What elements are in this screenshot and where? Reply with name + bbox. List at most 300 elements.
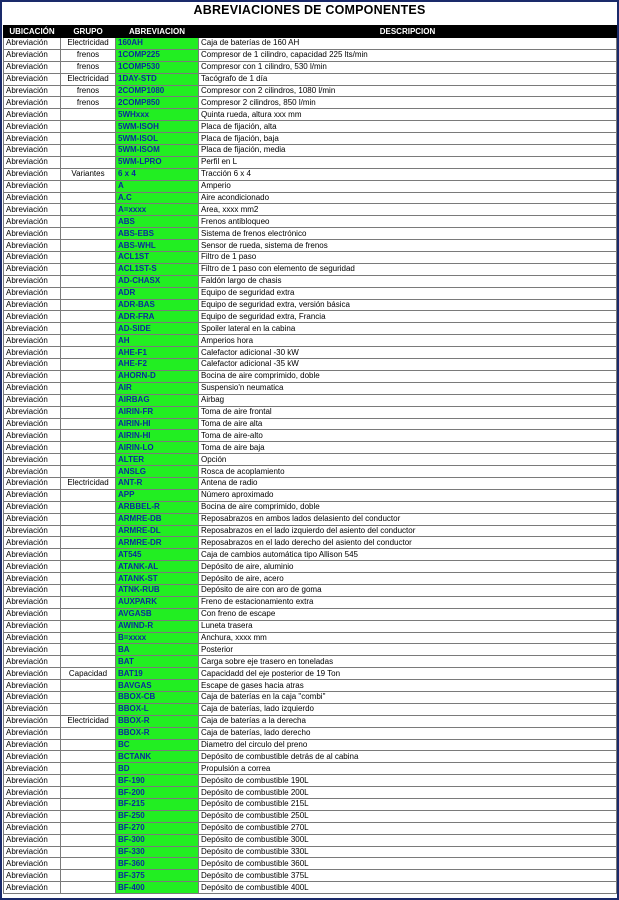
cell-grupo <box>61 632 116 644</box>
cell-ubicacion: Abreviación <box>4 691 61 703</box>
table-row <box>4 228 617 240</box>
cell-abreviacion: 5WM-ISOH <box>116 121 199 133</box>
cell-abreviacion: AD-CHASX <box>116 275 199 287</box>
cell-grupo <box>61 335 116 347</box>
cell-ubicacion: Abreviación <box>4 703 61 715</box>
cell-descripcion: Reposabrazos en ambos lados delasiento del conductor <box>199 513 617 525</box>
table-row <box>4 133 617 145</box>
cell-abreviacion: AIRIN-HI <box>116 430 199 442</box>
cell-grupo <box>61 418 116 430</box>
cell-abreviacion: BF-330 <box>116 846 199 858</box>
cell-grupo <box>61 799 116 811</box>
cell-descripcion: Depósito de combustible 330L <box>199 846 617 858</box>
cell-ubicacion: Abreviación <box>4 299 61 311</box>
cell-abreviacion: BA <box>116 644 199 656</box>
cell-descripcion: Sistema de frenos electrónico <box>199 228 617 240</box>
table-row <box>4 810 617 822</box>
table-header <box>4 26 617 38</box>
cell-abreviacion: 5WHxxx <box>116 109 199 121</box>
cell-descripcion: Depósito de combustible 400L <box>199 882 617 894</box>
cell-grupo <box>61 204 116 216</box>
cell-ubicacion: Abreviación <box>4 418 61 430</box>
cell-grupo <box>61 240 116 252</box>
table-row <box>4 121 617 133</box>
table-row <box>4 477 617 489</box>
cell-abreviacion: 160AH <box>116 38 199 50</box>
cell-descripcion: Diametro del circulo del preno <box>199 739 617 751</box>
cell-descripcion: Compresor con 1 cilindro, 530 l/min <box>199 61 617 73</box>
table-row <box>4 596 617 608</box>
cell-abreviacion: ATANK-ST <box>116 573 199 585</box>
cell-descripcion: Quinta rueda, altura xxx mm <box>199 109 617 121</box>
cell-abreviacion: AHE-F2 <box>116 359 199 371</box>
cell-grupo <box>61 656 116 668</box>
table-row <box>4 834 617 846</box>
cell-grupo <box>61 133 116 145</box>
cell-ubicacion: Abreviación <box>4 882 61 894</box>
cell-descripcion: Caja de baterías, lado izquierdo <box>199 703 617 715</box>
cell-abreviacion: 2COMP850 <box>116 97 199 109</box>
table-row <box>4 537 617 549</box>
cell-abreviacion: ARMRE-DR <box>116 537 199 549</box>
cell-descripcion: Propulsión a correa <box>199 763 617 775</box>
cell-grupo <box>61 156 116 168</box>
table-row <box>4 680 617 692</box>
cell-ubicacion: Abreviación <box>4 596 61 608</box>
table-row <box>4 549 617 561</box>
cell-ubicacion: Abreviación <box>4 109 61 121</box>
table-row <box>4 632 617 644</box>
cell-grupo: frenos <box>61 97 116 109</box>
cell-grupo <box>61 442 116 454</box>
cell-grupo <box>61 834 116 846</box>
table-row <box>4 49 617 61</box>
cell-ubicacion: Abreviación <box>4 751 61 763</box>
cell-descripcion: Toma de aire frontal <box>199 406 617 418</box>
cell-abreviacion: B=xxxx <box>116 632 199 644</box>
cell-grupo <box>61 275 116 287</box>
cell-abreviacion: BBOX-L <box>116 703 199 715</box>
cell-ubicacion: Abreviación <box>4 275 61 287</box>
table-row <box>4 406 617 418</box>
cell-abreviacion: BD <box>116 763 199 775</box>
cell-ubicacion: Abreviación <box>4 763 61 775</box>
cell-ubicacion: Abreviación <box>4 584 61 596</box>
cell-ubicacion: Abreviación <box>4 228 61 240</box>
cell-grupo: Electricidad <box>61 715 116 727</box>
table-row <box>4 489 617 501</box>
cell-abreviacion: BF-250 <box>116 810 199 822</box>
cell-grupo <box>61 263 116 275</box>
table-row <box>4 561 617 573</box>
cell-grupo: Capacidad <box>61 668 116 680</box>
cell-abreviacion: APP <box>116 489 199 501</box>
cell-descripcion: Caja de baterías en la caja "combi" <box>199 691 617 703</box>
cell-grupo <box>61 775 116 787</box>
cell-grupo <box>61 882 116 894</box>
cell-descripcion: Equipo de seguridad extra, versión básica <box>199 299 617 311</box>
table-row <box>4 323 617 335</box>
cell-grupo <box>61 192 116 204</box>
table-row <box>4 311 617 323</box>
cell-abreviacion: 1DAY-STD <box>116 73 199 85</box>
table-row <box>4 870 617 882</box>
cell-abreviacion: ABS-WHL <box>116 240 199 252</box>
cell-descripcion: Placa de fijación, baja <box>199 133 617 145</box>
cell-grupo <box>61 299 116 311</box>
cell-grupo <box>61 691 116 703</box>
cell-ubicacion: Abreviación <box>4 561 61 573</box>
table-row <box>4 751 617 763</box>
cell-ubicacion: Abreviación <box>4 525 61 537</box>
cell-ubicacion: Abreviación <box>4 632 61 644</box>
cell-abreviacion: ARMRE-DL <box>116 525 199 537</box>
cell-abreviacion: 1COMP530 <box>116 61 199 73</box>
cell-abreviacion: 2COMP1080 <box>116 85 199 97</box>
cell-abreviacion: AIRBAG <box>116 394 199 406</box>
cell-abreviacion: BBOX-R <box>116 715 199 727</box>
cell-grupo <box>61 109 116 121</box>
table-row <box>4 466 617 478</box>
table-row <box>4 299 617 311</box>
cell-descripcion: Compresor de 1 cilindro, capacidad 225 lts/min <box>199 49 617 61</box>
table-row <box>4 180 617 192</box>
cell-descripcion: Aire acondicionado <box>199 192 617 204</box>
cell-abreviacion: AH <box>116 335 199 347</box>
cell-ubicacion: Abreviación <box>4 668 61 680</box>
cell-abreviacion: A=xxxx <box>116 204 199 216</box>
table-row <box>4 787 617 799</box>
cell-abreviacion: BAT19 <box>116 668 199 680</box>
cell-ubicacion: Abreviación <box>4 442 61 454</box>
cell-ubicacion: Abreviación <box>4 97 61 109</box>
table-row <box>4 799 617 811</box>
cell-ubicacion: Abreviación <box>4 775 61 787</box>
cell-abreviacion: BF-200 <box>116 787 199 799</box>
cell-ubicacion: Abreviación <box>4 573 61 585</box>
cell-ubicacion: Abreviación <box>4 85 61 97</box>
cell-abreviacion: BBOX-R <box>116 727 199 739</box>
cell-descripcion: Filtro de 1 paso <box>199 252 617 264</box>
table-row <box>4 822 617 834</box>
cell-ubicacion: Abreviación <box>4 406 61 418</box>
cell-descripcion: Suspensio'n neumatica <box>199 382 617 394</box>
cell-ubicacion: Abreviación <box>4 263 61 275</box>
cell-abreviacion: AD-SIDE <box>116 323 199 335</box>
cell-grupo <box>61 870 116 882</box>
cell-grupo <box>61 454 116 466</box>
cell-abreviacion: ADR-FRA <box>116 311 199 323</box>
cell-abreviacion: ADR <box>116 287 199 299</box>
table-row <box>4 192 617 204</box>
table-row <box>4 644 617 656</box>
table-row <box>4 703 617 715</box>
cell-descripcion: Depósito de aire, acero <box>199 573 617 585</box>
cell-grupo <box>61 145 116 157</box>
cell-abreviacion: BC <box>116 739 199 751</box>
cell-ubicacion: Abreviación <box>4 513 61 525</box>
cell-ubicacion: Abreviación <box>4 822 61 834</box>
cell-descripcion: Carga sobre eje trasero en toneladas <box>199 656 617 668</box>
cell-ubicacion: Abreviación <box>4 477 61 489</box>
cell-descripcion: Posterior <box>199 644 617 656</box>
cell-abreviacion: ACL1ST <box>116 252 199 264</box>
cell-grupo <box>61 501 116 513</box>
cell-grupo <box>61 406 116 418</box>
cell-descripcion: Placa de fijación, alta <box>199 121 617 133</box>
cell-abreviacion: 5WM-ISOM <box>116 145 199 157</box>
cell-ubicacion: Abreviación <box>4 145 61 157</box>
cell-grupo <box>61 680 116 692</box>
cell-ubicacion: Abreviación <box>4 727 61 739</box>
cell-grupo <box>61 359 116 371</box>
cell-ubicacion: Abreviación <box>4 252 61 264</box>
table-row <box>4 73 617 85</box>
cell-descripcion: Anchura, xxxx mm <box>199 632 617 644</box>
table-row <box>4 656 617 668</box>
cell-grupo <box>61 703 116 715</box>
cell-ubicacion: Abreviación <box>4 287 61 299</box>
cell-abreviacion: AWIND-R <box>116 620 199 632</box>
cell-grupo <box>61 858 116 870</box>
cell-ubicacion: Abreviación <box>4 335 61 347</box>
table-row <box>4 430 617 442</box>
cell-ubicacion: Abreviación <box>4 739 61 751</box>
cell-ubicacion: Abreviación <box>4 394 61 406</box>
cell-grupo <box>61 513 116 525</box>
cell-abreviacion: ABS <box>116 216 199 228</box>
table-row <box>4 858 617 870</box>
header-row <box>4 26 617 38</box>
cell-ubicacion: Abreviación <box>4 608 61 620</box>
cell-descripcion: Caja de cambios automática tipo Allison 545 <box>199 549 617 561</box>
cell-descripcion: Reposabrazos en el lado derecho del asiento del conductor <box>199 537 617 549</box>
table-row <box>4 38 617 50</box>
cell-descripcion: Placa de fijación, media <box>199 145 617 157</box>
cell-descripcion: Tacógrafo de 1 día <box>199 73 617 85</box>
cell-descripcion: Tracción 6 x 4 <box>199 168 617 180</box>
table-row <box>4 156 617 168</box>
cell-descripcion: Depósito de combustible detrás de al cabina <box>199 751 617 763</box>
table-row <box>4 85 617 97</box>
cell-descripcion: Equipo de seguridad extra <box>199 287 617 299</box>
cell-abreviacion: BF-300 <box>116 834 199 846</box>
cell-grupo <box>61 525 116 537</box>
cell-descripcion: Calefactor adicional -30 kW <box>199 347 617 359</box>
table-row <box>4 668 617 680</box>
cell-grupo <box>61 810 116 822</box>
table-body <box>4 38 617 894</box>
cell-descripcion: Caja de baterías a la derecha <box>199 715 617 727</box>
table-row <box>4 846 617 858</box>
cell-abreviacion: BF-215 <box>116 799 199 811</box>
cell-descripcion: Luneta trasera <box>199 620 617 632</box>
cell-grupo <box>61 347 116 359</box>
cell-descripcion: Toma de aire alta <box>199 418 617 430</box>
cell-ubicacion: Abreviación <box>4 549 61 561</box>
cell-descripcion: Opción <box>199 454 617 466</box>
table-row <box>4 240 617 252</box>
cell-abreviacion: BF-190 <box>116 775 199 787</box>
cell-ubicacion: Abreviación <box>4 466 61 478</box>
cell-abreviacion: ARMRE-DB <box>116 513 199 525</box>
cell-descripcion: Area, xxxx mm2 <box>199 204 617 216</box>
cell-descripcion: Reposabrazos en el lado izquierdo del asiento del conductor <box>199 525 617 537</box>
cell-abreviacion: ANT-R <box>116 477 199 489</box>
cell-descripcion: Amperios hora <box>199 335 617 347</box>
cell-abreviacion: ANSLG <box>116 466 199 478</box>
cell-ubicacion: Abreviación <box>4 620 61 632</box>
cell-grupo <box>61 846 116 858</box>
cell-descripcion: Depósito de combustible 300L <box>199 834 617 846</box>
cell-ubicacion: Abreviación <box>4 61 61 73</box>
cell-descripcion: Antena de radio <box>199 477 617 489</box>
cell-abreviacion: BAVGAS <box>116 680 199 692</box>
cell-grupo: Electricidad <box>61 477 116 489</box>
header-ubicacion: UBICACIÓN <box>4 26 61 38</box>
cell-ubicacion: Abreviación <box>4 49 61 61</box>
table-row <box>4 584 617 596</box>
cell-grupo <box>61 382 116 394</box>
cell-abreviacion: AIRIN-HI <box>116 418 199 430</box>
table-row <box>4 715 617 727</box>
cell-ubicacion: Abreviación <box>4 799 61 811</box>
cell-ubicacion: Abreviación <box>4 454 61 466</box>
cell-abreviacion: 6 x 4 <box>116 168 199 180</box>
table-row <box>4 775 617 787</box>
cell-ubicacion: Abreviación <box>4 680 61 692</box>
cell-abreviacion: BCTANK <box>116 751 199 763</box>
table-row <box>4 204 617 216</box>
cell-grupo: frenos <box>61 61 116 73</box>
cell-grupo: frenos <box>61 49 116 61</box>
cell-descripcion: Spoiler lateral en la cabina <box>199 323 617 335</box>
cell-ubicacion: Abreviación <box>4 656 61 668</box>
document-title: ABREVIACIONES DE COMPONENTES <box>193 3 426 17</box>
cell-abreviacion: AUXPARK <box>116 596 199 608</box>
cell-grupo: Variantes <box>61 168 116 180</box>
cell-descripcion: Equipo de seguridad extra, Francia <box>199 311 617 323</box>
cell-abreviacion: BF-400 <box>116 882 199 894</box>
cell-abreviacion: 5WM-LPRO <box>116 156 199 168</box>
table-row <box>4 882 617 894</box>
cell-grupo: frenos <box>61 85 116 97</box>
cell-ubicacion: Abreviación <box>4 430 61 442</box>
cell-descripcion: Caja de baterías, lado derecho <box>199 727 617 739</box>
cell-ubicacion: Abreviación <box>4 180 61 192</box>
cell-descripcion: Compresor con 2 cilindros, 1080 l/min <box>199 85 617 97</box>
abbreviations-table <box>3 25 617 894</box>
cell-abreviacion: BF-360 <box>116 858 199 870</box>
cell-grupo: Electricidad <box>61 73 116 85</box>
cell-descripcion: Filtro de 1 paso con elemento de seguridad <box>199 263 617 275</box>
cell-grupo <box>61 751 116 763</box>
table-row <box>4 739 617 751</box>
cell-grupo <box>61 216 116 228</box>
table-row <box>4 263 617 275</box>
table-row <box>4 573 617 585</box>
table-row <box>4 275 617 287</box>
cell-ubicacion: Abreviación <box>4 870 61 882</box>
table-row <box>4 513 617 525</box>
cell-ubicacion: Abreviación <box>4 644 61 656</box>
cell-descripcion: Capacidadd del eje posterior de 19 Ton <box>199 668 617 680</box>
cell-grupo <box>61 787 116 799</box>
cell-grupo <box>61 573 116 585</box>
cell-grupo <box>61 596 116 608</box>
cell-abreviacion: AT545 <box>116 549 199 561</box>
cell-descripcion: Bocina de aire comprimido, doble <box>199 501 617 513</box>
table-row <box>4 370 617 382</box>
cell-ubicacion: Abreviación <box>4 311 61 323</box>
cell-abreviacion: A.C <box>116 192 199 204</box>
cell-grupo <box>61 644 116 656</box>
cell-descripcion: Freno de estacionamiento extra <box>199 596 617 608</box>
cell-grupo <box>61 228 116 240</box>
cell-grupo <box>61 466 116 478</box>
table-row <box>4 418 617 430</box>
cell-abreviacion: AVGASB <box>116 608 199 620</box>
table-row <box>4 252 617 264</box>
cell-abreviacion: ACL1ST-S <box>116 263 199 275</box>
cell-grupo <box>61 287 116 299</box>
cell-abreviacion: BF-375 <box>116 870 199 882</box>
cell-descripcion: Airbag <box>199 394 617 406</box>
header-descripcion: DESCRIPCION <box>199 26 617 38</box>
cell-abreviacion: ABS-EBS <box>116 228 199 240</box>
cell-descripcion: Depósito de combustible 375L <box>199 870 617 882</box>
cell-grupo <box>61 370 116 382</box>
cell-ubicacion: Abreviación <box>4 192 61 204</box>
cell-ubicacion: Abreviación <box>4 537 61 549</box>
table-row <box>4 608 617 620</box>
cell-abreviacion: AHORN-D <box>116 370 199 382</box>
cell-grupo <box>61 121 116 133</box>
cell-ubicacion: Abreviación <box>4 156 61 168</box>
cell-grupo <box>61 537 116 549</box>
cell-grupo <box>61 252 116 264</box>
cell-abreviacion: A <box>116 180 199 192</box>
cell-grupo <box>61 822 116 834</box>
cell-descripcion: Bocina de aire comprimido, doble <box>199 370 617 382</box>
table-row <box>4 394 617 406</box>
cell-descripcion: Toma de aire-alto <box>199 430 617 442</box>
cell-ubicacion: Abreviación <box>4 787 61 799</box>
cell-descripcion: Depósito de combustible 215L <box>199 799 617 811</box>
cell-ubicacion: Abreviación <box>4 73 61 85</box>
cell-abreviacion: ADR-BAS <box>116 299 199 311</box>
cell-descripcion: Caja de baterías de 160 AH <box>199 38 617 50</box>
cell-ubicacion: Abreviación <box>4 38 61 50</box>
cell-abreviacion: 5WM-ISOL <box>116 133 199 145</box>
cell-abreviacion: ARBBEL-R <box>116 501 199 513</box>
cell-ubicacion: Abreviación <box>4 359 61 371</box>
cell-grupo <box>61 430 116 442</box>
cell-ubicacion: Abreviación <box>4 715 61 727</box>
cell-ubicacion: Abreviación <box>4 347 61 359</box>
cell-grupo: Electricidad <box>61 38 116 50</box>
cell-descripcion: Depósito de combustible 200L <box>199 787 617 799</box>
cell-grupo <box>61 608 116 620</box>
cell-grupo <box>61 763 116 775</box>
table-row <box>4 216 617 228</box>
cell-abreviacion: BAT <box>116 656 199 668</box>
table-row <box>4 525 617 537</box>
cell-grupo <box>61 549 116 561</box>
cell-abreviacion: AIRIN-FR <box>116 406 199 418</box>
table-row <box>4 145 617 157</box>
table-row <box>4 97 617 109</box>
